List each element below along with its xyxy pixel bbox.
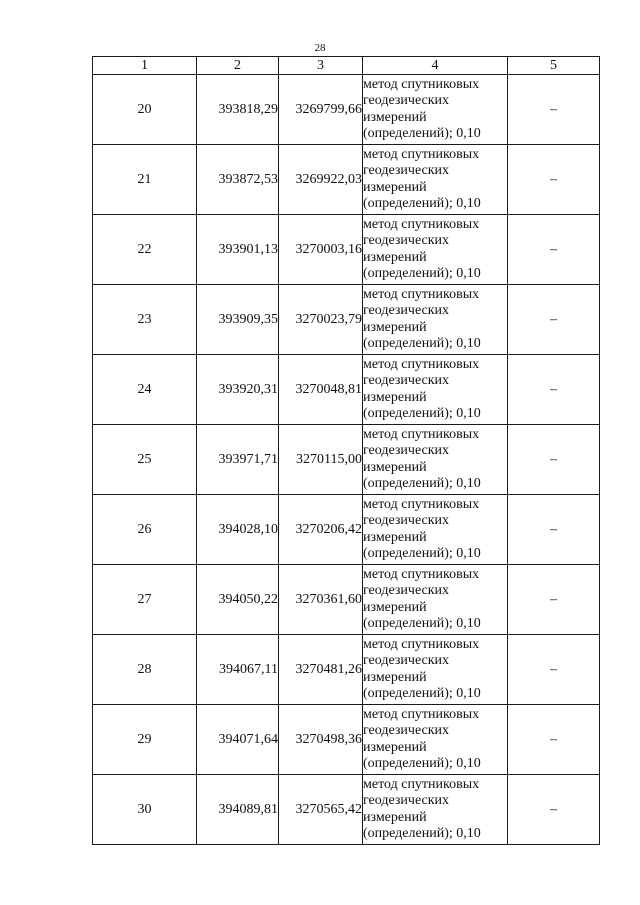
point-number-cell: 29 [93, 705, 197, 775]
coordinate-x-cell: 393909,35 [197, 285, 279, 355]
coordinate-y-cell: 3270003,16 [279, 215, 363, 285]
header-cell-4: 4 [363, 57, 508, 75]
method-line: геодезических [363, 793, 450, 808]
header-cell-2: 2 [197, 57, 279, 75]
coordinate-x-cell: 393872,53 [197, 145, 279, 215]
method-line: измерений [363, 809, 427, 825]
method-line: (определений); 0,10 [363, 756, 481, 771]
table-row [93, 635, 600, 705]
method-cell [363, 565, 508, 635]
table-row [93, 355, 600, 425]
method-line: метод спутниковых [363, 636, 480, 652]
coordinate-y-cell: 3270115,00 [279, 425, 363, 495]
method-line: измерений [363, 319, 427, 335]
method-line: измерений [363, 529, 427, 545]
method-line: измерений [363, 249, 427, 265]
coordinate-y-cell: 3270498,36 [279, 705, 363, 775]
method-line: (определений); 0,10 [363, 686, 481, 701]
method-line: метод спутниковых [363, 76, 480, 92]
coordinates-table [92, 56, 600, 845]
coordinate-y-cell: 3269922,03 [279, 145, 363, 215]
method-line: метод спутниковых [363, 356, 480, 372]
note-cell: – [508, 285, 600, 355]
note-cell: – [508, 75, 600, 145]
point-number-cell: 25 [93, 425, 197, 495]
method-cell [363, 425, 508, 495]
header-cell-1: 1 [93, 57, 197, 75]
table-row [93, 705, 600, 775]
coordinate-y-cell: 3270048,81 [279, 355, 363, 425]
table-row [93, 215, 600, 285]
method-line: геодезических [363, 723, 450, 738]
method-line: геодезических [363, 443, 450, 458]
coordinate-y-cell: 3270023,79 [279, 285, 363, 355]
method-line: измерений [363, 109, 427, 125]
coordinate-y-cell: 3270361,60 [279, 565, 363, 635]
coordinate-y-cell: 3270206,42 [279, 495, 363, 565]
method-line: измерений [363, 669, 427, 685]
method-line: метод спутниковых [363, 706, 480, 722]
method-line: (определений); 0,10 [363, 616, 481, 631]
method-cell [363, 285, 508, 355]
table-header-row [93, 57, 600, 75]
method-cell [363, 355, 508, 425]
table-row [93, 495, 600, 565]
point-number-cell: 26 [93, 495, 197, 565]
note-cell: – [508, 565, 600, 635]
coordinate-x-cell: 393920,31 [197, 355, 279, 425]
method-line: метод спутниковых [363, 566, 480, 582]
method-cell [363, 635, 508, 705]
method-line: метод спутниковых [363, 286, 480, 302]
method-line: (определений); 0,10 [363, 126, 481, 141]
method-line: измерений [363, 459, 427, 475]
method-line: измерений [363, 179, 427, 195]
note-cell: – [508, 705, 600, 775]
note-cell: – [508, 775, 600, 845]
coordinate-x-cell: 393901,13 [197, 215, 279, 285]
point-number-cell: 24 [93, 355, 197, 425]
point-number-cell: 20 [93, 75, 197, 145]
method-line: (определений); 0,10 [363, 266, 481, 281]
table-row [93, 775, 600, 845]
coordinate-x-cell: 393818,29 [197, 75, 279, 145]
point-number-cell: 27 [93, 565, 197, 635]
method-line: (определений); 0,10 [363, 406, 481, 421]
method-line: геодезических [363, 653, 450, 668]
page-number: 28 [314, 42, 326, 54]
coordinate-x-cell: 394028,10 [197, 495, 279, 565]
method-cell [363, 75, 508, 145]
coordinate-y-cell: 3270481,26 [279, 635, 363, 705]
method-line: геодезических [363, 303, 450, 318]
coordinate-x-cell: 394089,81 [197, 775, 279, 845]
method-line: метод спутниковых [363, 216, 480, 232]
method-line: метод спутниковых [363, 146, 480, 162]
method-line: геодезических [363, 93, 450, 108]
header-cell-5: 5 [508, 57, 600, 75]
note-cell: – [508, 495, 600, 565]
method-line: (определений); 0,10 [363, 336, 481, 351]
table-row [93, 285, 600, 355]
header-cell-3: 3 [279, 57, 363, 75]
coordinate-y-cell: 3270565,42 [279, 775, 363, 845]
note-cell: – [508, 425, 600, 495]
table-row [93, 75, 600, 145]
point-number-cell: 23 [93, 285, 197, 355]
method-line: геодезических [363, 163, 450, 178]
method-cell [363, 215, 508, 285]
method-line: метод спутниковых [363, 776, 480, 792]
method-line: измерений [363, 739, 427, 755]
note-cell: – [508, 215, 600, 285]
note-cell: – [508, 145, 600, 215]
method-line: (определений); 0,10 [363, 196, 481, 211]
table-row [93, 425, 600, 495]
table-body [93, 57, 600, 845]
method-line: геодезических [363, 373, 450, 388]
coordinate-x-cell: 394050,22 [197, 565, 279, 635]
method-cell [363, 705, 508, 775]
method-line: геодезических [363, 513, 450, 528]
method-line: (определений); 0,10 [363, 826, 481, 841]
note-cell: – [508, 355, 600, 425]
table-row [93, 565, 600, 635]
table-row [93, 145, 600, 215]
method-cell [363, 145, 508, 215]
method-line: (определений); 0,10 [363, 476, 481, 491]
method-line: геодезических [363, 233, 450, 248]
coordinate-x-cell: 393971,71 [197, 425, 279, 495]
coordinate-x-cell: 394071,64 [197, 705, 279, 775]
point-number-cell: 21 [93, 145, 197, 215]
method-cell [363, 495, 508, 565]
method-line: геодезических [363, 583, 450, 598]
method-line: метод спутниковых [363, 426, 480, 442]
coordinate-y-cell: 3269799,66 [279, 75, 363, 145]
method-line: измерений [363, 389, 427, 405]
point-number-cell: 22 [93, 215, 197, 285]
method-line: метод спутниковых [363, 496, 480, 512]
method-line: измерений [363, 599, 427, 615]
note-cell: – [508, 635, 600, 705]
coordinate-x-cell: 394067,11 [197, 635, 279, 705]
point-number-cell: 30 [93, 775, 197, 845]
method-cell [363, 775, 508, 845]
method-line: (определений); 0,10 [363, 546, 481, 561]
point-number-cell: 28 [93, 635, 197, 705]
